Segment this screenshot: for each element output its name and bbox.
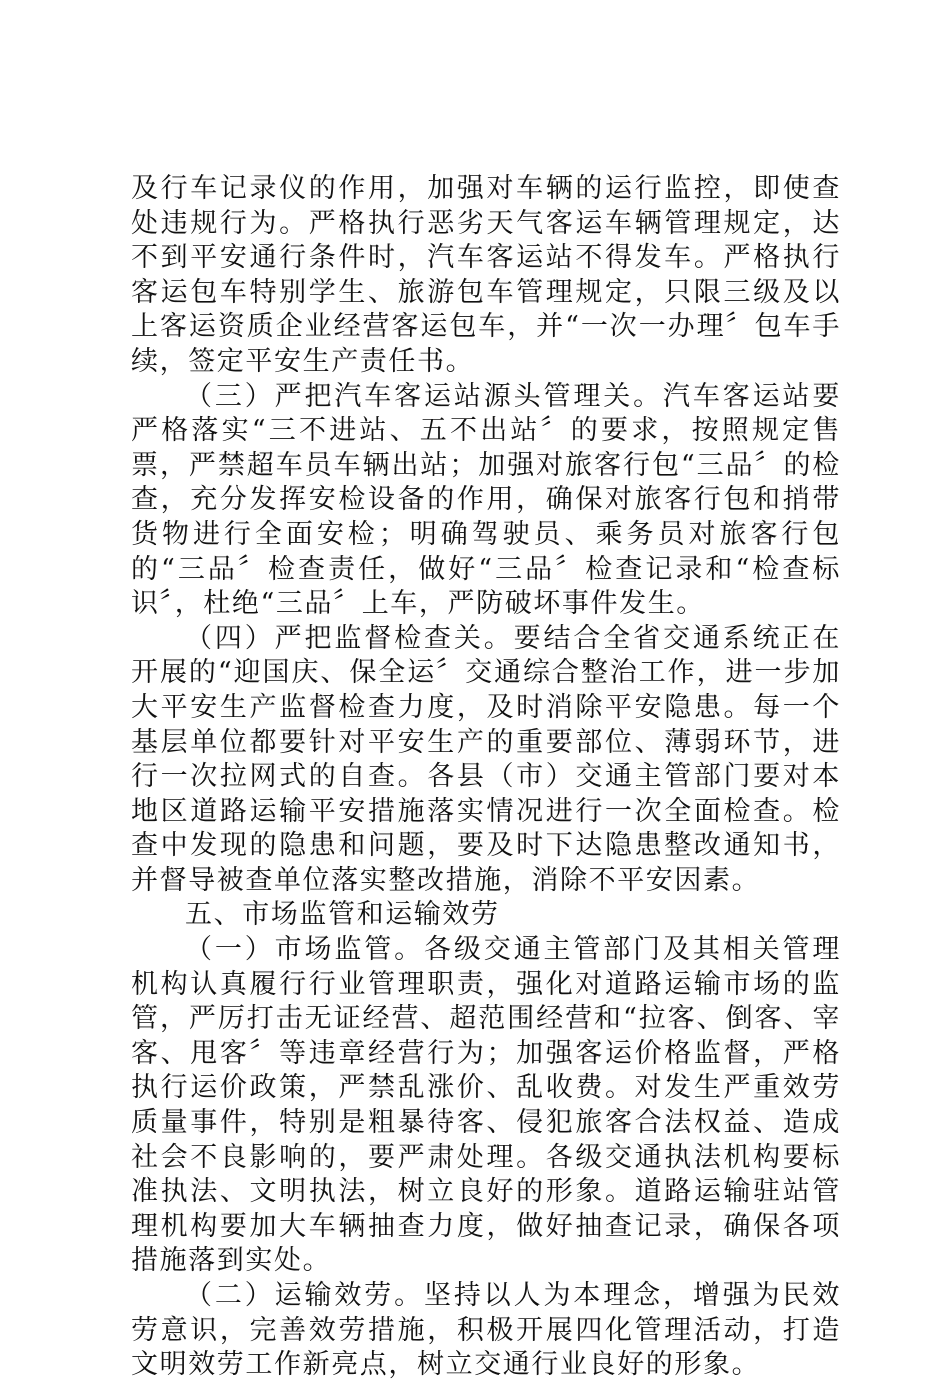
paragraph-transport-service: （二）运输效劳。坚持以人为本理念，增强为民效劳意识，完善效劳措施，积极开展四化管理活动，打造文明效劳工作新亮点，树立交通行业良好的形象。: [131, 1280, 841, 1381]
section-heading-market-and-service: 五、市场监管和运输效劳: [185, 899, 500, 931]
paragraph-supervision-inspection: （四）严把监督检查关。要结合全省交通系统正在开展的“迎国庆、保全运〞交通综合整治工作，进一步加大平安生产监督检查力度，及时消除平安隐患。每一个基层单位都要针对平安生产的重要部位、薄弱环节，进行一次拉网式的自查。各县（市）交通主管部门要对本地区道路运输平安措施落实情况进行一次全面检查。检查中发现的隐患和问题，要及时下达隐患整改通知书，并督导被查单位落实整改措施，消除不平安因素。: [131, 622, 841, 896]
paragraph-market-supervision: （一）市场监管。各级交通主管部门及其相关管理机构认真履行行业管理职责，强化对道路运输市场的监管，严厉打击无证经营、超范围经营和“拉客、倒客、宰客、甩客〞等违章经营行为；加强客运价格监督，严格执行运价政策，严禁乱涨价、乱收费。对发生严重效劳质量事件，特别是粗暴待客、侵犯旅客合法权益、造成社会不良影响的，要严肃处理。各级交通执法机构要标准执法、文明执法，树立良好的形象。道路运输驻站管理机构要加大车辆抽查力度，做好抽查记录，确保各项措施落到实处。: [131, 934, 841, 1277]
paragraph-vehicle-monitoring: 及行车记录仪的作用，加强对车辆的运行监控，即使查处违规行为。严格执行恶劣天气客运车辆管理规定，达不到平安通行条件时，汽车客运站不得发车。严格执行客运包车特别学生、旅游包车管理规定，只限三级及以上客运资质企业经营客运包车，并“一次一办理〞包车手续，签定平安生产责任书。: [131, 173, 841, 377]
document-body: [131, 172, 841, 1383]
paragraph-bus-station-control: （三）严把汽车客运站源头管理关。汽车客运站要严格落实“三不进站、五不出站〞的要求，按照规定售票，严禁超车员车辆出站；加强对旅客行包“三品〞的检查，充分发挥安检设备的作用，确保对旅客行包和捎带货物进行全面安检；明确驾驶员、乘务员对旅客行包的“三品〞检查责任，做好“三品〞检查记录和“检查标识〞，杜绝“三品〞上车，严防破坏事件发生。: [131, 380, 841, 620]
